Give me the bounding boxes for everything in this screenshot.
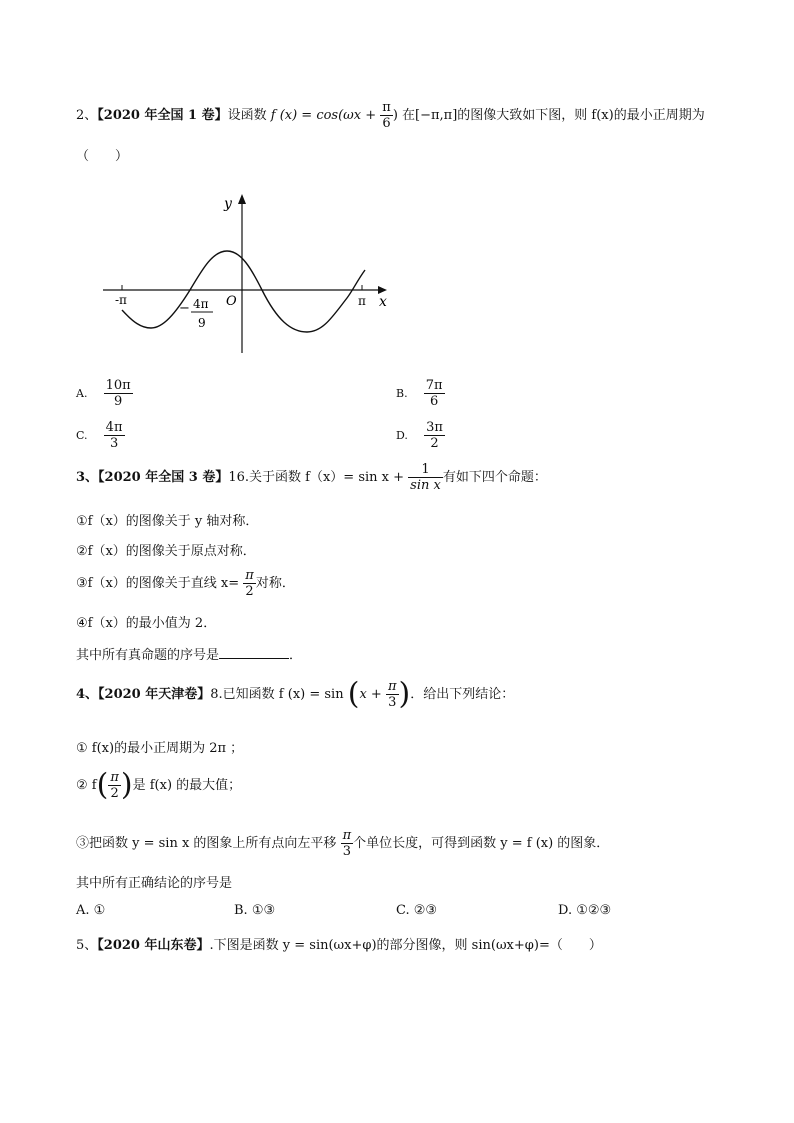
- q4-inner: x +: [359, 687, 382, 702]
- option-fraction: $\frac{10\pi}{9}$: [105, 378, 131, 409]
- q2-stem-text-b: ) 在[−π,π]的图像大致如下图，则 f(x)的最小正周期为: [392, 108, 705, 123]
- option-letter: A.: [76, 387, 88, 400]
- x-axis-arrow: [378, 286, 387, 294]
- mark-numerator: 4π: [193, 297, 209, 311]
- q4-item-1: ① f(x)的最小正周期为 2π ；: [76, 741, 244, 756]
- q2-stem-text-a: 设函数: [227, 108, 267, 123]
- q2-function: f (x) = cos(ωx +: [270, 108, 377, 123]
- q5-number: 5、: [76, 938, 98, 953]
- q2-option-c[interactable]: [76, 420, 125, 451]
- q2-option-a[interactable]: [76, 378, 133, 409]
- q4-item-2: ② f( $\frac{\pi}{2}$ )是 f(x) 的最大值；: [76, 767, 242, 803]
- pi-label: π: [358, 294, 366, 308]
- q3-item-3: [76, 568, 295, 599]
- q3-item-3-text-a: ③f（x）的图像关于直线 x=: [76, 576, 240, 591]
- option-fraction: $\frac{7\pi}{6}$: [425, 378, 443, 409]
- q5-stem: [76, 934, 602, 953]
- option-letter: B.: [396, 387, 408, 400]
- q3-ask: [76, 644, 302, 663]
- mark-denominator: 9: [198, 316, 206, 330]
- q4-stem-text-a: 8.已知函数 f (x) = sin: [210, 687, 344, 702]
- q4-stem-text-b: ．给出下列结论：: [410, 687, 515, 702]
- q3-item-3-text-b: 对称．: [255, 576, 295, 591]
- q3-stem-text-a: 16.关于函数 f（x）= sin x +: [228, 470, 405, 485]
- y-axis-label: y: [224, 196, 232, 212]
- q5-source: 【2020 年山东卷】: [97, 938, 210, 953]
- q3-number: 3、: [76, 470, 99, 485]
- q4-item-3: [76, 828, 609, 859]
- q2-answer-paren: （ ）: [76, 149, 129, 164]
- q3-item-2: ②f（x）的图像关于原点对称．: [76, 544, 256, 559]
- q4-fraction: $\frac{\pi}{3}$: [387, 679, 397, 710]
- q4-item-2-text-a: ② f: [76, 778, 97, 793]
- q4-option-b[interactable]: B. ①③: [234, 903, 276, 918]
- option-letter: D.: [396, 429, 408, 442]
- q4-item-3-text-b: 个单位长度，可得到函数 y = f (x) 的图象．: [353, 836, 610, 851]
- option-fraction: $\frac{4\pi}{3}$: [105, 420, 123, 451]
- q2-stem: [76, 100, 705, 131]
- q4-stem: 4、【2020 年天津卷】8.已知函数 f (x) = sin (x + $\frac{\pi}{3}$ )．给出下列结论：: [76, 676, 515, 712]
- q3-item-1: ①f（x）的图像关于 y 轴对称．: [76, 514, 259, 529]
- q3-answer-blank[interactable]: [219, 646, 289, 659]
- q3-fraction: $\frac{1}{\text{sin x}}$: [410, 462, 441, 493]
- neg-pi-label: -π: [115, 293, 127, 307]
- q3-item-3-fraction: $\frac{\pi}{2}$: [245, 568, 254, 599]
- q4-number: 4、: [76, 687, 99, 702]
- q3-ask-end: ．: [289, 648, 303, 663]
- q5-text: .下图是函数 y = sin(ωx+φ)的部分图像，则 sin(ωx+φ)=（ ）: [209, 938, 602, 953]
- q2-option-d[interactable]: [396, 420, 445, 451]
- q3-ask-text: 其中所有真命题的序号是: [76, 648, 220, 663]
- q4-option-c[interactable]: C. ②③: [396, 903, 438, 918]
- q4-item-3-text-a: ③把函数 y = sin x 的图象上所有点向左平移: [76, 836, 337, 851]
- q2-number: 2、: [76, 108, 98, 123]
- q3-stem: [76, 462, 547, 493]
- y-axis-arrow: [238, 194, 246, 204]
- option-letter: C.: [76, 429, 88, 442]
- neg-sign: −: [179, 301, 190, 316]
- origin-label: O: [226, 294, 237, 309]
- q2-option-b[interactable]: [396, 378, 445, 409]
- q4-option-a[interactable]: A. ①: [76, 903, 106, 918]
- q3-source: 【2020 年全国 3 卷】: [98, 470, 229, 485]
- cosine-curve: [122, 251, 365, 332]
- q3-stem-text-b: 有如下四个命题：: [442, 470, 547, 485]
- q2-fraction: $\frac{\pi}{6}$: [382, 100, 391, 131]
- q2-source: 【2020 年全国 1 卷】: [97, 108, 228, 123]
- q4-source: 【2020 年天津卷】: [98, 687, 211, 702]
- q2-graph: [95, 188, 395, 358]
- q4-option-d[interactable]: D. ①②③: [558, 903, 612, 918]
- q4-item-3-fraction: $\frac{\pi}{3}$: [342, 828, 352, 859]
- q4-item-2-fraction: $\frac{\pi}{2}$: [110, 770, 119, 801]
- x-axis-label: x: [379, 294, 387, 310]
- q4-item-2-text-b: 是 f(x) 的最大值；: [132, 778, 242, 793]
- q3-item-4: ④f（x）的最小值为 2．: [76, 616, 217, 631]
- option-fraction: $\frac{3\pi}{2}$: [426, 420, 443, 451]
- q4-ask: 其中所有正确结论的序号是: [76, 876, 233, 891]
